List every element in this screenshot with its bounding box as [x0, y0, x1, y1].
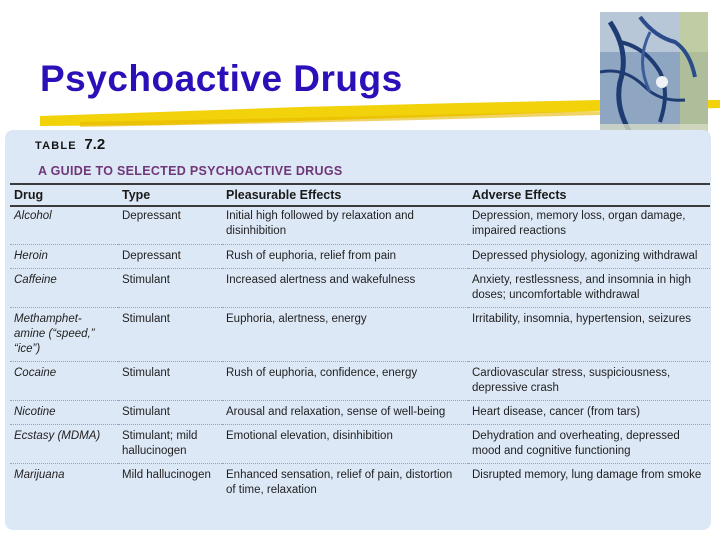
adverse-effects-cell: Dehydration and overheating, depressed mood and cognitive functioning	[468, 424, 710, 463]
table-row	[10, 205, 710, 244]
drug-type-cell: Depressant	[118, 244, 222, 268]
drug-type-cell: Depressant	[118, 205, 222, 244]
pleasurable-effects-cell: Rush of euphoria, confidence, energy	[222, 361, 468, 400]
adverse-effects-cell: Cardiovascular stress, suspiciousness, depressive crash	[468, 361, 710, 400]
drug-name-cell: Heroin	[10, 244, 118, 268]
pleasurable-effects-cell: Rush of euphoria, relief from pain	[222, 244, 468, 268]
column-header-type: Type	[122, 188, 151, 202]
drug-name-cell: Alcohol	[10, 205, 118, 244]
drug-name-cell: Methamphet-amine (“speed,” “ice”)	[10, 307, 118, 361]
drug-type-cell: Stimulant	[118, 307, 222, 361]
adverse-effects-cell: Heart disease, cancer (from tars)	[468, 400, 710, 424]
adverse-effects-cell: Depression, memory loss, organ damage, impaired reactions	[468, 205, 710, 244]
adverse-effects-cell: Depressed physiology, agonizing withdrawal	[468, 244, 710, 268]
drug-type-cell: Stimulant	[118, 400, 222, 424]
drug-name-cell: Marijuana	[14, 468, 65, 481]
table-label-number: 7.2	[84, 136, 106, 153]
pleasurable-effects-cell: Increased alertness and wakefulness	[222, 268, 468, 307]
column-header-drug: Drug	[14, 188, 44, 202]
table-row	[10, 463, 710, 502]
drug-type-cell: Mild hallucinogen	[122, 468, 211, 481]
drug-table-panel	[5, 130, 711, 530]
table-row	[10, 424, 710, 463]
adverse-effects-cell: Irritability, insomnia, hypertension, seizures	[468, 307, 710, 361]
pleasurable-effects-cell: Euphoria, alertness, energy	[222, 307, 468, 361]
adverse-effects-cell: Disrupted memory, lung damage from smoke	[472, 468, 702, 481]
drug-type-cell: Stimulant; mild hallucinogen	[118, 424, 222, 463]
drug-name-cell: Cocaine	[10, 361, 118, 400]
pleasurable-effects-cell: Initial high followed by relaxation and disinhibition	[222, 205, 468, 244]
drug-type-cell: Stimulant	[118, 361, 222, 400]
slide-title: Psychoactive Drugs	[40, 58, 403, 99]
book-cover-image	[600, 12, 708, 138]
table-row	[10, 268, 710, 307]
column-header-adverse-effects: Adverse Effects	[472, 188, 567, 202]
drug-name-cell: Ecstasy (MDMA)	[10, 424, 118, 463]
table-header-row	[10, 185, 710, 205]
drug-type-cell: Stimulant	[118, 268, 222, 307]
pleasurable-effects-cell: Arousal and relaxation, sense of well-being	[222, 400, 468, 424]
pleasurable-effects-cell: Emotional elevation, disinhibition	[222, 424, 468, 463]
table-label-word: TABLE	[35, 140, 77, 152]
column-header-pleasurable-effects: Pleasurable Effects	[226, 188, 342, 202]
pleasurable-effects-cell: Enhanced sensation, relief of pain, distortion of time, relaxation	[226, 468, 453, 496]
table-row	[10, 244, 710, 268]
table-row	[10, 400, 710, 424]
drug-name-cell: Nicotine	[10, 400, 118, 424]
table-row	[10, 307, 710, 361]
drug-name-cell: Caffeine	[10, 268, 118, 307]
drug-table	[10, 185, 710, 502]
table-label	[35, 136, 105, 154]
adverse-effects-cell: Anxiety, restlessness, and insomnia in high doses; uncomfortable withdrawal	[468, 268, 710, 307]
table-row	[10, 361, 710, 400]
table-heading: A GUIDE TO SELECTED PSYCHOACTIVE DRUGS	[38, 164, 343, 178]
